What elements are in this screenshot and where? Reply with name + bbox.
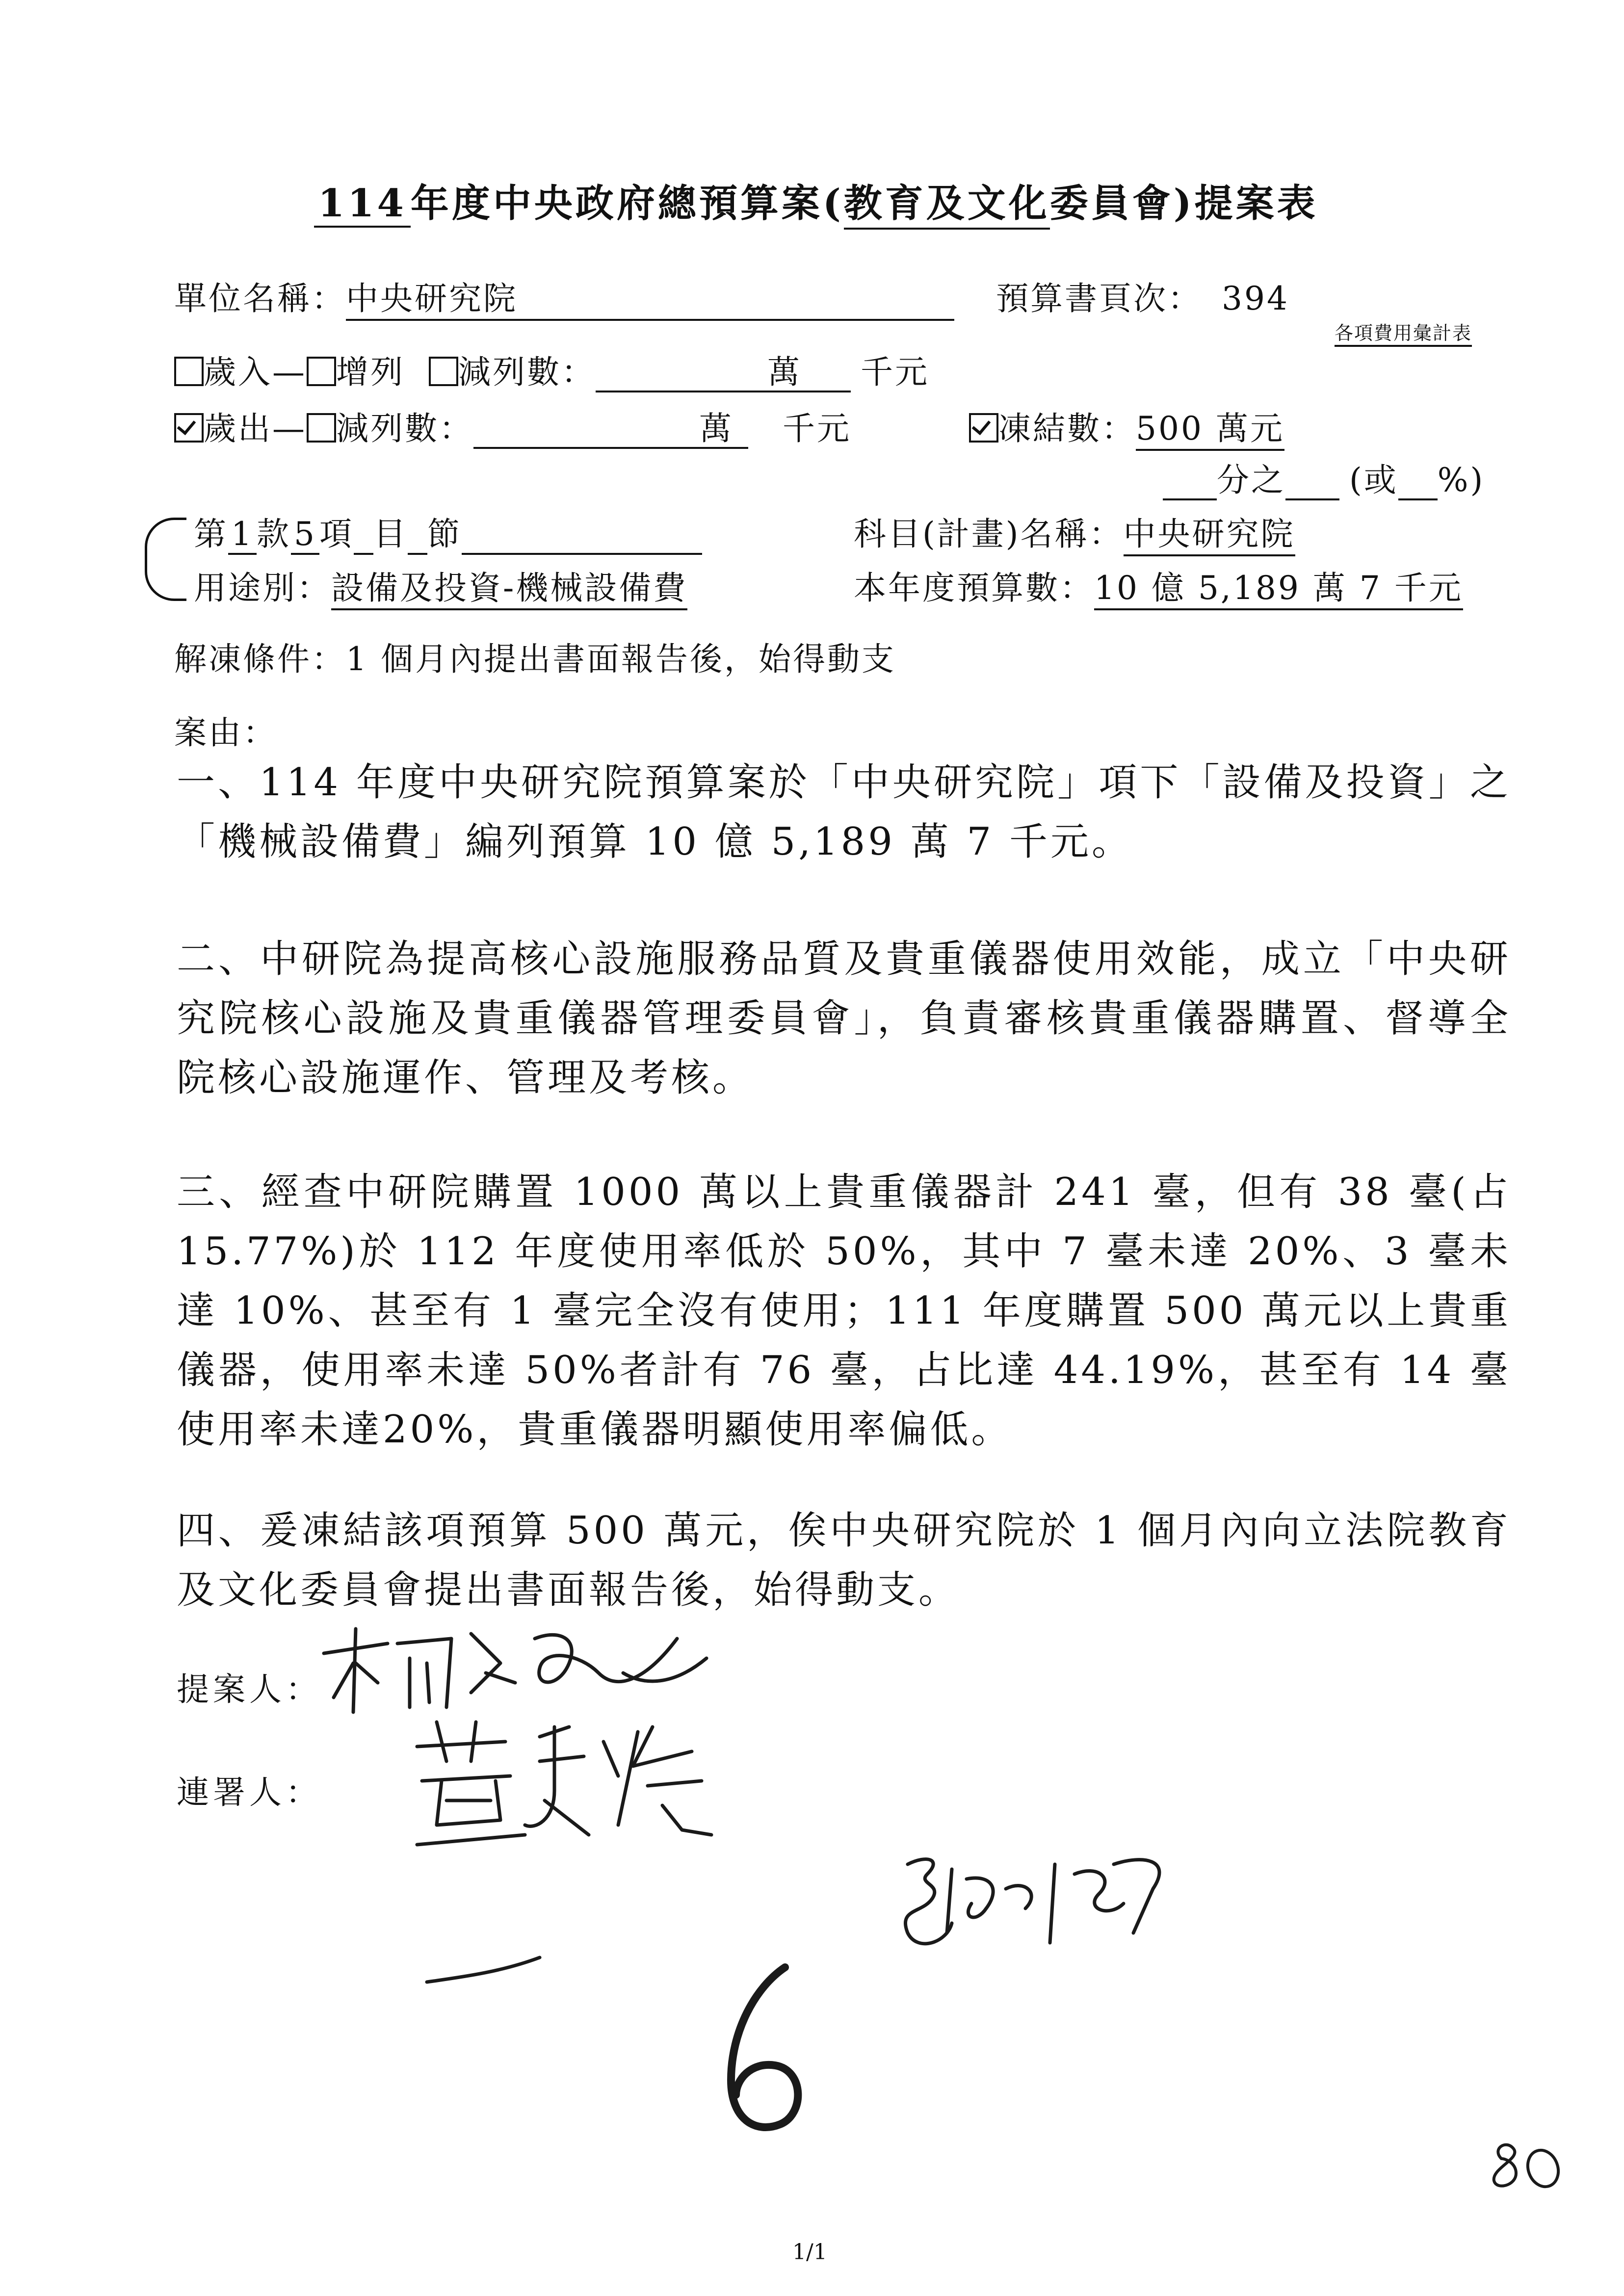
- ratio-blank-1[interactable]: [1163, 469, 1217, 500]
- page-number: 1/1: [792, 2240, 827, 2265]
- title-year: 114: [314, 181, 411, 228]
- paragraph-4: 四、爰凍結該項預算 500 萬元，俟中央研究院於 1 個月內向立法院教育及文化委員會提出書面報告後，始得動支。: [177, 1509, 1511, 1612]
- annual-budget-value: 10 億 5,189 萬 7 千元: [1094, 562, 1463, 610]
- budget-page-value: 394: [1222, 280, 1289, 317]
- handwritten-mark: [422, 1943, 569, 2002]
- unfreeze-condition: 解凍條件：1 個月內提出書面報告後，始得動支: [174, 640, 896, 678]
- unit-name-row: [174, 272, 954, 321]
- freeze-checkbox[interactable]: [969, 413, 998, 443]
- corner-number: [1482, 2129, 1580, 2198]
- expense-decrease-checkbox[interactable]: [307, 413, 336, 443]
- jie-extra-blank[interactable]: [462, 523, 702, 555]
- table-note: 各項費用彙計表: [1335, 318, 1472, 347]
- item-bracket: [145, 518, 186, 601]
- revenue-row: 歲入— 增列 減列數： 萬 千元: [174, 346, 929, 392]
- cosigner-label: 連署人：: [177, 1774, 322, 1811]
- expense-row: 歲出— 減列數： 萬 千元: [174, 402, 851, 449]
- freeze-row: 凍結數：500 萬元: [969, 402, 1284, 451]
- subject-row: 科目(計畫)名稱：中央研究院: [854, 508, 1295, 556]
- budget-page-row: [996, 272, 1289, 319]
- unit-value: 中央研究院: [346, 272, 954, 321]
- annual-budget-row: 本年度預算數：10 億 5,189 萬 7 千元: [854, 562, 1463, 610]
- expense-checkbox[interactable]: [174, 413, 204, 443]
- revenue-decrease-checkbox[interactable]: [429, 357, 458, 386]
- jie-blank[interactable]: [408, 523, 427, 555]
- ratio-blank-2[interactable]: [1285, 469, 1339, 500]
- handwritten-number: [702, 1957, 829, 2144]
- ratio-blank-3[interactable]: [1398, 469, 1438, 500]
- subject-value: 中央研究院: [1124, 508, 1295, 556]
- revenue-checkbox[interactable]: [174, 357, 204, 386]
- freeze-value: 500 萬元: [1136, 402, 1284, 451]
- reason-label: 案由：: [174, 714, 277, 752]
- mu-blank[interactable]: [354, 523, 373, 555]
- revenue-increase-checkbox[interactable]: [307, 357, 336, 386]
- usage-value: 設備及投資-機械設備費: [331, 562, 687, 610]
- cosigner-signature-2: [878, 1835, 1197, 1962]
- revenue-amount-blank[interactable]: [596, 361, 851, 392]
- paragraph-3: 三、經查中研院購置 1000 萬以上貴重儀器計 241 臺，但有 38 臺(占15.77%)於 112 年度使用率低於 50%，其中 7 臺未達 20%、3 臺未達 10%、甚至有 1 臺完全沒有使用；111 年度購置 500 萬元以上貴重儀器，使用率未達 50%者計有 76 臺，占比達 44.19%，甚至有 14 臺使用率未達20%，貴重儀器明顯使用率偏低。: [177, 1170, 1511, 1452]
- paragraph-1: 一、114 年度中央研究院預算案於「中央研究院」項下「設備及投資」之「機械設備費」編列預算 10 億 5,189 萬 7 千元。: [177, 760, 1511, 864]
- paragraph-2: 二、中研院為提高核心設施服務品質及貴重儀器使用效能，成立「中央研究院核心設施及貴重儀器管理委員會」，負責審核貴重儀器購置、督導全院核心設施運作、管理及考核。: [177, 937, 1511, 1100]
- cosigner-signature-1: [407, 1707, 726, 1864]
- ratio-row: 分之 (或 %): [1163, 454, 1485, 500]
- title-committee: 教育及文化: [844, 173, 1050, 230]
- budget-page-label: 預算書頁次：: [996, 280, 1202, 317]
- item-row: 第1款5項 目 節: [194, 508, 702, 555]
- usage-row: 用途別：設備及投資-機械設備費: [194, 562, 687, 610]
- form-title: 114 年度中央政府總預算案(教育及文化委員會)提案表: [314, 173, 1318, 230]
- unit-label: 單位名稱：: [174, 280, 346, 317]
- proposer-label: 提案人：: [177, 1670, 322, 1708]
